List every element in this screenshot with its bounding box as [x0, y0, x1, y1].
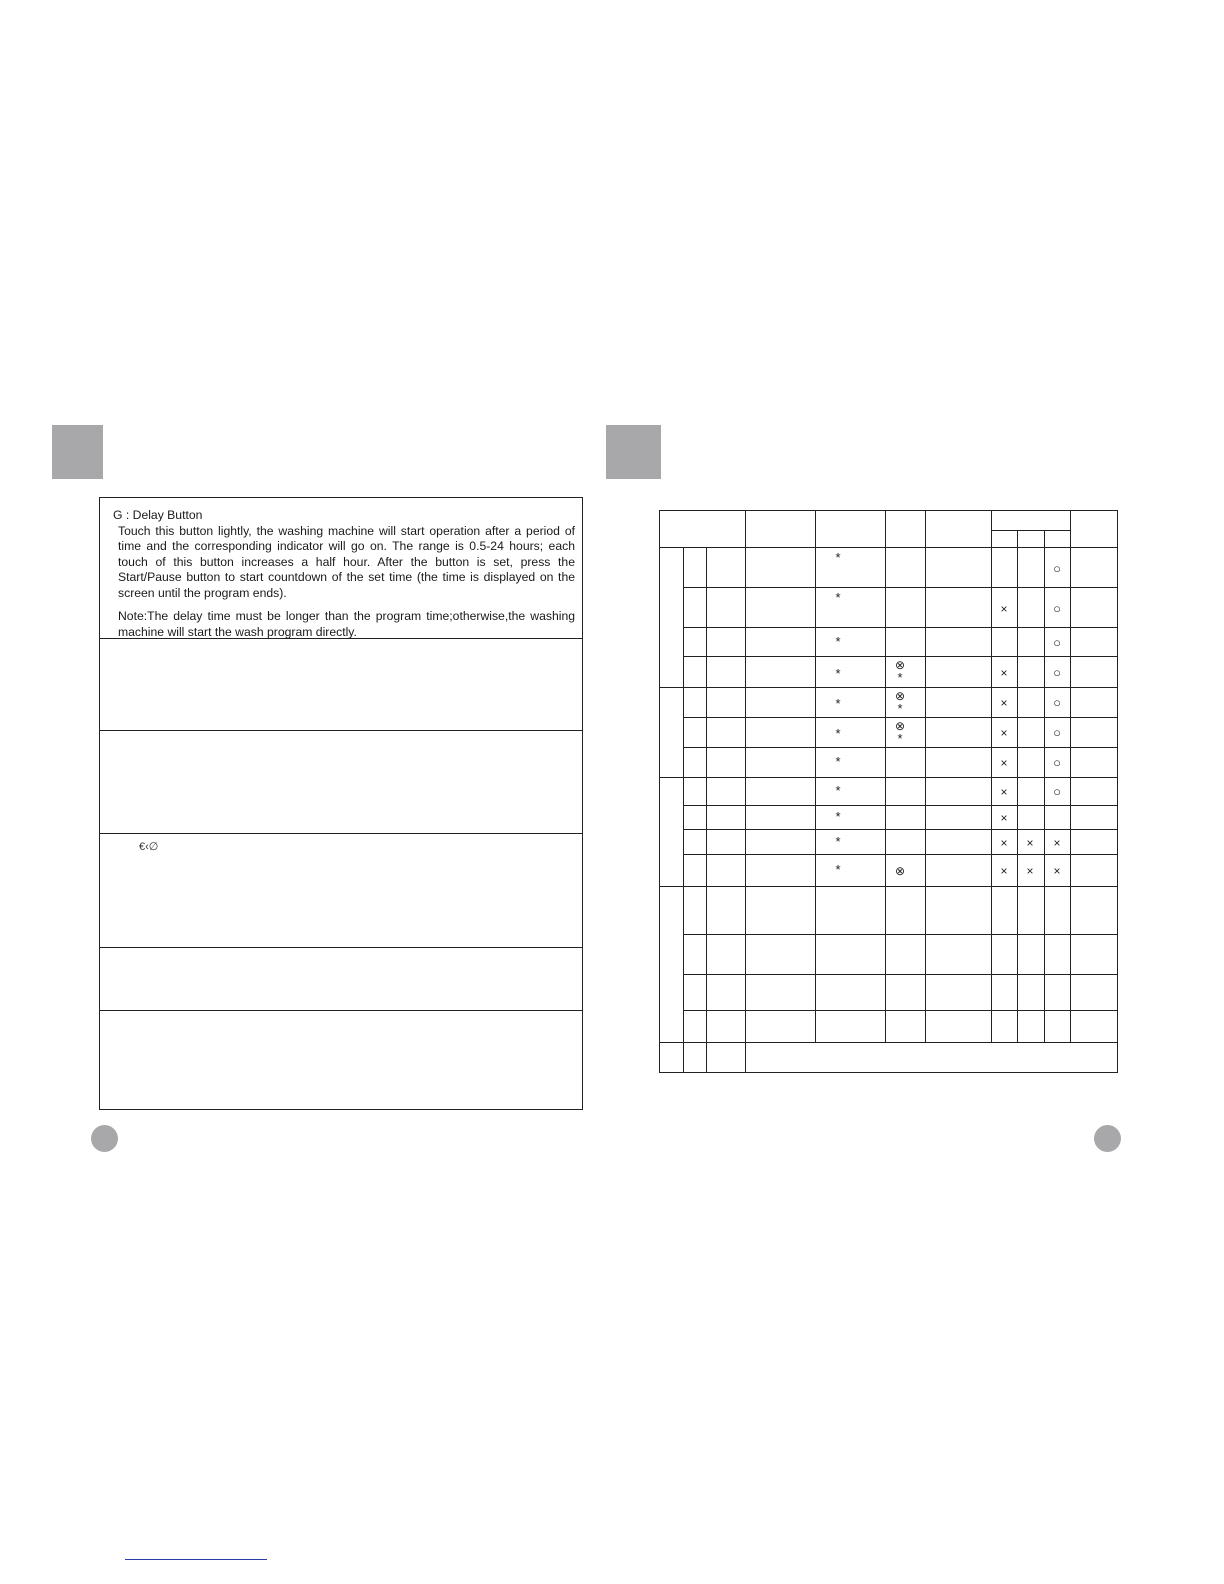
table-column-rule	[991, 547, 992, 1042]
table-column-rule	[706, 547, 707, 1072]
table-row-rule	[683, 587, 1117, 588]
table-row-rule	[683, 974, 1117, 975]
table-header-column-rule	[925, 510, 926, 547]
unavailable-cross-mark: ×	[1000, 665, 1008, 680]
option-star-mark: *	[835, 633, 841, 649]
table-row-rule	[659, 687, 1117, 688]
table-header-column-rule	[815, 510, 816, 547]
table-header-column-rule	[1044, 530, 1045, 547]
table-row-rule	[683, 1010, 1117, 1011]
default-circle-mark: ○	[1053, 695, 1061, 710]
unavailable-cross-mark: ×	[1000, 811, 1008, 825]
table-header-column-rule	[885, 510, 886, 547]
footer-link-underline	[125, 1559, 267, 1560]
unavailable-cross-mark: ×	[1000, 864, 1008, 878]
right-page-number-badge	[1094, 1125, 1121, 1152]
special-option-star-mark: *	[897, 670, 903, 685]
unavailable-cross-mark: ×	[1000, 835, 1008, 850]
option-star-mark: *	[835, 754, 841, 769]
option-star-mark: *	[835, 665, 841, 681]
unavailable-cross-mark: ×	[1053, 864, 1061, 878]
option-star-mark: *	[835, 833, 841, 849]
table-border-bottom	[659, 1072, 1118, 1073]
table-row-rule	[683, 717, 1117, 718]
special-option-star-mark: *	[897, 731, 903, 746]
unavailable-cross-mark: ×	[1000, 696, 1008, 710]
special-option-star-mark: *	[897, 701, 903, 716]
table-row-rule	[683, 747, 1117, 748]
default-circle-mark: ○	[1053, 601, 1061, 616]
table-header-rule	[659, 547, 1117, 548]
delay-button-heading: G : Delay Button	[113, 508, 203, 522]
delay-button-description: Touch this button lightly, the washing machine will start operation after a period of time and the corresponding indicator will go on. The range is 0.5-24 hours; each touch of this button increases a half hour. After the button is set, press the Start/Pause button to start countdown of the set time (the time is displayed on the screen until the program ends).	[118, 523, 575, 600]
table-row-rule	[683, 854, 1117, 855]
table-header-column-rule	[1017, 530, 1018, 547]
default-circle-mark: ○	[1053, 634, 1061, 650]
table-column-rule	[683, 547, 684, 1072]
special-program-mark: ⊗	[894, 864, 906, 878]
table-column-rule	[815, 547, 816, 1042]
unavailable-cross-mark: ×	[1026, 835, 1034, 850]
table-header-column-rule	[745, 510, 746, 547]
unavailable-cross-mark: ×	[1000, 756, 1008, 770]
table-header-column-rule	[991, 510, 992, 547]
default-circle-mark: ○	[1053, 755, 1061, 770]
special-program-mark: ⊗	[894, 689, 906, 703]
table-header-subrule	[991, 530, 1070, 531]
table-row-rule	[683, 805, 1117, 806]
default-circle-mark: ○	[1053, 725, 1061, 740]
unavailable-cross-mark: ×	[1026, 864, 1034, 878]
table-row-rule	[683, 829, 1117, 830]
table-column-rule	[1070, 547, 1071, 1042]
table-header-column-rule	[1070, 510, 1071, 547]
option-star-mark: *	[835, 726, 841, 741]
table-column-rule	[885, 547, 886, 1042]
table-row-rule	[659, 1042, 1117, 1043]
option-star-mark: *	[835, 696, 841, 711]
table-column-rule	[1044, 547, 1045, 1042]
unavailable-cross-mark: ×	[1000, 785, 1008, 799]
special-program-mark: ⊗	[894, 658, 906, 672]
default-circle-mark: ○	[1053, 664, 1061, 680]
table-row-rule	[659, 777, 1117, 778]
table-border-left	[659, 510, 660, 1072]
table-row-rule	[683, 934, 1117, 935]
table-row-rule	[683, 656, 1117, 657]
special-program-mark: ⊗	[894, 719, 906, 733]
table-border-top	[659, 510, 1118, 511]
table-column-rule	[925, 547, 926, 1042]
table-column-rule	[1017, 547, 1018, 1042]
unavailable-cross-mark: ×	[1000, 602, 1008, 616]
table-border-right	[1117, 510, 1118, 1073]
unavailable-cross-mark: ×	[1053, 835, 1061, 850]
table-row-rule	[659, 886, 1117, 887]
option-star-mark: *	[835, 783, 841, 798]
option-star-mark: *	[835, 550, 841, 565]
option-star-mark: *	[835, 809, 841, 824]
default-circle-mark: ○	[1053, 561, 1061, 576]
option-star-mark: *	[835, 590, 841, 605]
option-star-mark: *	[835, 862, 841, 877]
delay-button-note: Note:The delay time must be longer than the program time;otherwise,the washing machine will start the wash program directly.	[118, 609, 575, 639]
table-column-rule	[745, 547, 746, 1072]
default-circle-mark: ○	[1053, 784, 1061, 799]
table-row-rule	[683, 627, 1117, 628]
child-lock-symbol: €‹∅	[139, 841, 159, 853]
unavailable-cross-mark: ×	[1000, 726, 1008, 740]
